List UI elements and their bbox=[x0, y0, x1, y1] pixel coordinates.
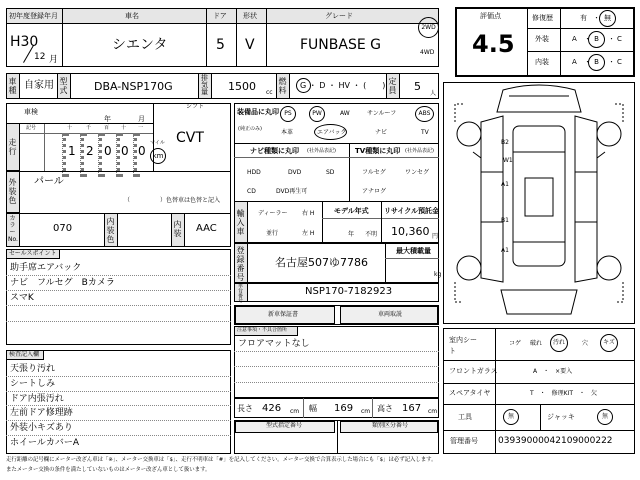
mileage-digit-1: 1 bbox=[68, 144, 76, 158]
footer-line-1: 走行距離の記号欄にメーター改ざん車は「※」、メーター交換車は「$」、走行不明車は「#」を記入してください。メーター交換で合算表示した場合にも「$」は必ず記入します。 bbox=[6, 457, 437, 463]
interior-sep1: ・ bbox=[584, 58, 591, 66]
mile-label: マイル bbox=[150, 140, 165, 146]
equipment-sublabel: (純正のみ) bbox=[238, 126, 262, 132]
color-value: パール bbox=[34, 176, 64, 187]
interior-color-label: 内装色 bbox=[106, 217, 115, 244]
chassis-label: 車台番号 bbox=[237, 283, 243, 304]
inspector-line: シートしみ bbox=[10, 379, 56, 389]
equip-abs-circled: ABS bbox=[415, 106, 434, 122]
recycle-amount: 10,360 bbox=[391, 225, 430, 238]
mileage-digit-4: 0 bbox=[121, 144, 129, 158]
front-glass-label: フロントガラス bbox=[449, 367, 498, 375]
equip-tv: TV bbox=[421, 129, 429, 136]
repair-label: 修復歴 bbox=[532, 14, 553, 22]
equip-pw-circled: PW bbox=[309, 106, 325, 122]
exterior-b-circled: B bbox=[588, 31, 605, 48]
model-name-label: 車名 bbox=[125, 12, 139, 20]
first-reg-label: 初年度登録年月 bbox=[9, 12, 58, 20]
tv-analog: アナログ bbox=[362, 188, 387, 195]
nav-sd: SD bbox=[326, 169, 335, 176]
divider bbox=[349, 143, 350, 201]
capacity-unit: 人 bbox=[430, 90, 437, 97]
mileage-unit-tenk: 十 bbox=[67, 125, 73, 131]
model-year-unit: 年 bbox=[348, 231, 355, 238]
displacement-label: 排気量 bbox=[201, 74, 208, 96]
equip-ps-circled: PS bbox=[280, 106, 296, 122]
tv-note: (社外品表記) bbox=[405, 148, 434, 154]
tv-title: TV種類に丸印 bbox=[355, 147, 401, 155]
divider bbox=[234, 143, 439, 144]
divider bbox=[6, 376, 231, 377]
equip-navi: ナビ bbox=[375, 129, 388, 136]
exterior-sep2: ・ bbox=[608, 35, 615, 43]
control-no: 03939000042109000222 bbox=[498, 436, 613, 446]
repair-option-sep: ・ bbox=[593, 14, 600, 22]
divider bbox=[540, 404, 541, 430]
sales-point-line: ナビ フルセグ Bカメラ bbox=[10, 278, 115, 288]
equip-aw: AW bbox=[340, 110, 350, 117]
category-label: 類別区分番号 bbox=[372, 422, 409, 429]
divider bbox=[6, 321, 231, 322]
spare-tire-label: スペアタイヤ bbox=[449, 389, 491, 397]
new-car-warranty-label: 新車保証書 bbox=[268, 311, 299, 318]
import-dealer: ディーラー bbox=[258, 210, 288, 217]
trim-code: AAC bbox=[196, 223, 217, 234]
notes-block bbox=[234, 326, 439, 398]
color-no: 070 bbox=[53, 223, 73, 234]
length-label: 長さ bbox=[237, 404, 253, 413]
divider bbox=[234, 201, 439, 202]
recycle-label: リサイクル預託金 bbox=[384, 207, 440, 215]
inspection-month-label: 月 bbox=[138, 115, 145, 123]
divider bbox=[527, 9, 528, 75]
tools-label: 工具 bbox=[458, 413, 472, 421]
divider bbox=[372, 398, 373, 418]
nav-cd: CD bbox=[247, 188, 256, 195]
inspector-line: 外装小キズあり bbox=[10, 423, 73, 433]
grade-label: グレード bbox=[325, 12, 353, 20]
divider bbox=[62, 133, 66, 177]
divider bbox=[234, 366, 439, 367]
note-line: フロアマットなし bbox=[238, 339, 310, 349]
drive-2wd-circled: 2WD bbox=[418, 17, 439, 38]
seat-label: 室内シート bbox=[449, 336, 477, 355]
inspector-label: 検査記入欄 bbox=[9, 351, 40, 358]
divider bbox=[385, 258, 439, 259]
sales-point-line: スマK bbox=[10, 293, 34, 303]
divider bbox=[443, 383, 635, 384]
divider bbox=[6, 123, 153, 124]
capacity-label: 定員 bbox=[388, 77, 397, 95]
type-label: 車種 bbox=[8, 77, 17, 95]
max-load-label: 最大積載量 bbox=[396, 247, 431, 255]
height-label: 高さ bbox=[377, 404, 393, 413]
nav-title: ナビ種類に丸印 bbox=[250, 147, 299, 155]
shift-label: シフト bbox=[186, 103, 205, 110]
divider bbox=[98, 133, 102, 177]
equip-leather: 本革 bbox=[281, 129, 294, 136]
control-no-label: 管理番号 bbox=[450, 437, 478, 445]
length-unit: cm bbox=[290, 408, 300, 415]
seat-option-burn: コゲ bbox=[509, 340, 522, 347]
divider bbox=[6, 275, 231, 276]
car-diagram-svg bbox=[443, 82, 635, 324]
divider bbox=[6, 305, 231, 306]
mileage-digit-2: 2 bbox=[86, 144, 94, 158]
model-year-label: モデル年式 bbox=[334, 207, 369, 215]
inspection-year-label: 年 bbox=[104, 115, 111, 123]
mileage-label: 走行 bbox=[8, 138, 17, 156]
divider bbox=[443, 430, 635, 431]
tv-fullseg: フルセグ bbox=[362, 169, 386, 176]
model-year-unknown: 不明 bbox=[365, 231, 378, 238]
body-type: V bbox=[245, 37, 255, 53]
divider bbox=[234, 382, 439, 383]
divider bbox=[527, 51, 633, 52]
seat-option-stain-circled: 汚れ bbox=[550, 334, 568, 352]
inspector-line: ドア内張汚れ bbox=[10, 394, 64, 404]
notes-label: 注意事項・不具合箇所 bbox=[237, 327, 288, 333]
color-label: 外装色 bbox=[8, 178, 17, 205]
score-value: 4.5 bbox=[472, 30, 515, 58]
equipment-label: 装備品に丸印 bbox=[237, 108, 279, 116]
seat-option-tear: 破れ bbox=[530, 340, 543, 347]
seat-option-hole: 穴 bbox=[582, 340, 589, 347]
height-unit: cm bbox=[428, 408, 438, 415]
shift: CVT bbox=[176, 130, 204, 146]
grade: FUNBASE G bbox=[300, 37, 381, 53]
sales-points-label: セールスポイント bbox=[9, 250, 57, 257]
inspector-line: ホイールカバーA bbox=[10, 438, 79, 448]
tv-oneseg: ワンセグ bbox=[405, 169, 430, 176]
doors-label: ドア bbox=[213, 12, 227, 20]
divider bbox=[527, 28, 633, 29]
interior-a: A bbox=[572, 58, 577, 66]
manual-label: 車両取説 bbox=[378, 311, 403, 318]
divider bbox=[62, 8, 63, 67]
repair-option-none-circled: 無 bbox=[599, 10, 616, 27]
inspector-line: 天張り汚れ bbox=[10, 364, 56, 374]
divider bbox=[6, 435, 231, 436]
divider bbox=[206, 8, 207, 67]
nav-hdd: HDD bbox=[247, 169, 261, 176]
interior-c: C bbox=[617, 58, 622, 66]
plate-number: 名古屋507ゆ7786 bbox=[275, 256, 368, 269]
doors: 5 bbox=[216, 37, 225, 53]
type-value: 自家用 bbox=[24, 80, 54, 91]
model-label: 型式 bbox=[59, 77, 68, 95]
mileage-unit-one: 一 bbox=[138, 125, 144, 131]
displacement-unit: cc bbox=[266, 89, 273, 96]
divider bbox=[303, 398, 304, 418]
divider bbox=[6, 213, 231, 214]
first-reg-month: 12 bbox=[34, 52, 46, 62]
displacement: 1500 bbox=[228, 80, 256, 93]
import-parallel: 並行 bbox=[266, 230, 279, 237]
divider bbox=[6, 391, 231, 392]
tools-none-circled: 無 bbox=[503, 409, 519, 425]
max-load-unit: kg bbox=[434, 271, 442, 278]
interior-sep2: ・ bbox=[608, 58, 615, 66]
nav-note: (社外品表記) bbox=[307, 148, 336, 154]
plate-label: 登録番号 bbox=[236, 246, 245, 282]
score-label: 評価点 bbox=[480, 12, 501, 20]
import-right: 右 H bbox=[302, 210, 315, 217]
inspector-line: 左前ドア修理跡 bbox=[10, 408, 73, 418]
nav-dvd-play: DVD再生可 bbox=[276, 188, 308, 195]
trim-label: 内装 bbox=[173, 220, 182, 238]
divider bbox=[80, 133, 84, 177]
jack-none-circled: 無 bbox=[597, 409, 613, 425]
divider bbox=[116, 133, 120, 177]
first-reg-month-unit: 月 bbox=[49, 55, 59, 65]
diagram-label: A1 bbox=[501, 181, 509, 188]
mileage-digit-3: 0 bbox=[104, 144, 112, 158]
divider bbox=[266, 8, 267, 67]
seat-option-scratch-circled: キズ bbox=[600, 334, 618, 352]
divider bbox=[385, 243, 386, 283]
fuel-label: 燃料 bbox=[278, 77, 287, 95]
width-unit: cm bbox=[361, 408, 371, 415]
recycle-yen: 円 bbox=[432, 233, 439, 240]
km-circled: km bbox=[150, 148, 166, 164]
equip-sunroof: サンルーフ bbox=[367, 110, 397, 117]
divider bbox=[236, 8, 237, 67]
divider bbox=[6, 405, 231, 406]
import-left: 左 H bbox=[302, 230, 315, 237]
length: 426 bbox=[262, 403, 282, 414]
jack-label: ジャッキ bbox=[547, 413, 575, 421]
repair-option-yes: 有 bbox=[580, 14, 587, 22]
mileage-unit-mark: 記号 bbox=[26, 125, 37, 131]
diagram-label: B2 bbox=[501, 139, 509, 146]
exterior-sep1: ・ bbox=[584, 35, 591, 43]
interior-b-circled: B bbox=[588, 54, 605, 71]
inspection-label: 車検 bbox=[24, 108, 38, 116]
diagram-label: W1 bbox=[503, 157, 513, 164]
sales-point-line: 助手席エアバック bbox=[10, 263, 82, 273]
mileage-unit-thousand: 千 bbox=[86, 125, 92, 131]
height: 167 bbox=[402, 403, 422, 414]
diagram-label: A1 bbox=[501, 247, 509, 254]
divider bbox=[44, 124, 45, 171]
divider bbox=[6, 420, 231, 421]
front-glass-value: A ・ ×要入 bbox=[533, 368, 573, 375]
model-code: DBA-NSP170G bbox=[94, 80, 173, 93]
equip-airbag-circle bbox=[314, 124, 347, 140]
mileage-unit-hundred: 百 bbox=[104, 125, 110, 131]
divider bbox=[133, 133, 137, 177]
divider bbox=[443, 404, 635, 405]
exterior-c: C bbox=[617, 35, 622, 43]
mileage-unit-ten: 十 bbox=[121, 125, 127, 131]
type-designation-label: 型式指定番号 bbox=[266, 422, 303, 429]
width-label: 幅 bbox=[309, 404, 317, 413]
exterior-a: A bbox=[572, 35, 577, 43]
divider bbox=[560, 9, 561, 75]
footer-line-2: またメーター交換の条件を満たしていないものはメーター改ざん車として扱います。 bbox=[6, 467, 211, 473]
divider bbox=[337, 420, 338, 454]
divider bbox=[234, 157, 439, 158]
exterior-label: 外装 bbox=[535, 35, 549, 43]
body-type-label: 形状 bbox=[243, 12, 257, 20]
fuel-options: G ・ D ・ HV ・ ( ) bbox=[300, 81, 386, 90]
model-name: シエンタ bbox=[112, 37, 168, 53]
chassis-number: NSP170-7182923 bbox=[305, 286, 393, 297]
color-note: （ ）色替車は色替と記入 bbox=[124, 197, 221, 204]
diagram-label: B1 bbox=[501, 217, 509, 224]
mileage-digit-5: 0 bbox=[138, 144, 146, 158]
drive-4wd: 4WD bbox=[420, 49, 435, 56]
divider bbox=[443, 360, 635, 361]
import-label: 輸入車 bbox=[236, 209, 245, 236]
color-no-label: カラーNo. bbox=[8, 215, 18, 243]
first-reg-year: H30 bbox=[10, 34, 39, 50]
width: 169 bbox=[334, 403, 354, 414]
equip-airbag: エアバック bbox=[317, 129, 347, 136]
spare-tire-value: T ・ 修理KIT ・ 欠 bbox=[530, 390, 598, 397]
interior-label: 内装 bbox=[535, 58, 549, 66]
divider bbox=[234, 351, 439, 352]
nav-dvd: DVD bbox=[288, 169, 302, 176]
divider bbox=[381, 201, 382, 243]
capacity: 5 bbox=[414, 80, 421, 93]
divider bbox=[6, 290, 231, 291]
divider bbox=[322, 201, 323, 243]
divider bbox=[495, 328, 496, 454]
